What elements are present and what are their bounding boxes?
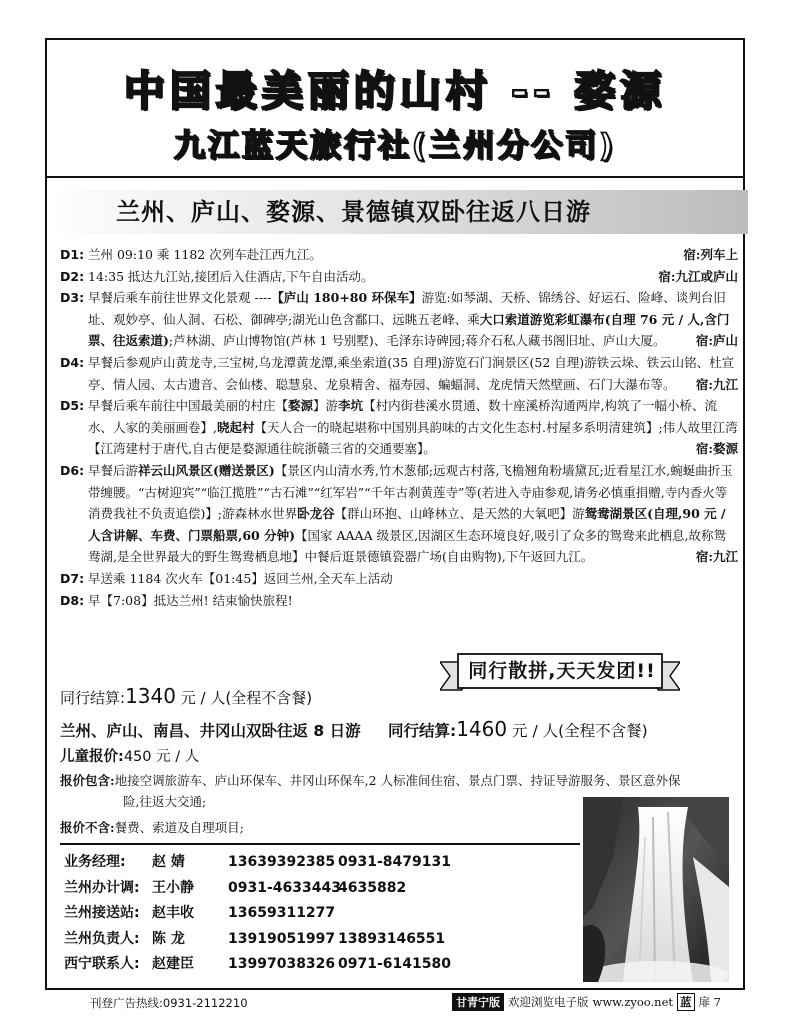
ad-hotline: 刊登广告热线:0931-2112210 — [90, 996, 248, 1010]
itinerary-day — [60, 266, 738, 288]
price-block — [60, 684, 312, 708]
itinerary-day — [60, 395, 738, 460]
day-text: 】游 — [313, 398, 339, 414]
contact-p2[interactable]: 0971-6141580 — [338, 956, 451, 972]
day-text: 【群山环抱、山峰林立、是天然的大氧吧】游 — [334, 506, 585, 522]
itinerary-day — [60, 352, 738, 395]
waterfall-photo — [583, 797, 729, 982]
site-url[interactable]: www.zyoo.net — [592, 995, 674, 1009]
day-label: D7: — [60, 570, 85, 586]
divider — [60, 843, 580, 845]
day-stay: 宿:九江 — [688, 374, 738, 396]
price-value: 1340 — [125, 684, 176, 708]
day-label: D1: — [60, 247, 85, 262]
contact-role: 兰州负责人: — [64, 930, 140, 947]
day-label: D6: — [60, 462, 85, 478]
day-text: 大口索道游览彩虹瀑布(自理 76 元 / 人,含门票、往返索道) — [88, 311, 730, 349]
day-text: 【庐山 180+80 环保车】 — [271, 290, 422, 306]
day-text: 【村内街巷溪水贯通、数十座溪桥沟通两岸,构筑了一幅小桥、流水、人家的美丽画卷】, — [88, 398, 718, 435]
day-text: 晓起村 — [216, 419, 255, 435]
day-text: 早餐后乘车前往世界文化景观 ---- — [88, 290, 272, 306]
day-label: D3: — [60, 290, 85, 306]
contact-p2[interactable]: 4635882 — [338, 879, 407, 896]
day-text: 早餐后参观庐山黄龙寺,三宝树,乌龙潭黄龙潭,乘坐索道(35 自理)游览石门涧景区(52 自理)游铁云垛、铁云山铭、杜宣亭、情人园、太古遗音、会仙楼、聪慧泉、龙泉精舍、福寿园、蝙蝠洞、龙虎情天然壁画、石门大瀑布等。 — [88, 354, 735, 392]
contact-name: 赵建臣 — [152, 956, 194, 972]
contact-row — [64, 876, 584, 902]
contact-name: 赵丰收 — [152, 905, 194, 921]
child-price — [60, 745, 199, 766]
contact-name: 赵 婧 — [152, 854, 185, 870]
second-price-value: 1460 — [456, 717, 508, 741]
page-label: 扉 7 — [698, 995, 721, 1009]
contact-role: 兰州办计调: — [64, 879, 140, 896]
child-price-label: 儿童报价: — [60, 749, 124, 765]
day-stay: 宿:列车上 — [675, 244, 738, 266]
excludes-label: 报价不含: — [60, 820, 115, 835]
day-text: 14:35 抵达九江站,接团后入住酒店,下午自由活动。 — [88, 268, 374, 284]
route-banner: 兰州、庐山、婺源、景德镇双卧往返八日游 — [58, 190, 748, 234]
price-unit: 元 / 人(全程不含餐) — [180, 689, 313, 707]
page-char: 蓝 — [677, 993, 695, 1011]
contact-row — [64, 901, 584, 927]
itinerary — [60, 244, 738, 611]
day-text: 兰州 09:10 乘 1182 次列车赴江西九江。 — [88, 247, 322, 262]
day-stay: 宿:庐山 — [688, 330, 738, 352]
second-route — [60, 717, 648, 741]
day-label: D5: — [60, 398, 85, 414]
itinerary-day — [60, 460, 738, 568]
itinerary-day — [60, 244, 738, 266]
day-text: 早餐后乘车前往中国最美丽的村庄【 — [88, 398, 289, 414]
day-text: 早送乘 1184 次火车【01:45】返回兰州,全天车上活动 — [88, 570, 393, 586]
contacts — [64, 850, 584, 978]
main-title: 中国最美丽的山村 -- 婺源 — [123, 67, 667, 115]
contact-p1[interactable]: 13639392385 — [228, 854, 336, 870]
day-text: 【景区内山清水秀,竹木葱郁;远观古村落,飞檐翘角粉墙黛瓦;近看星江水,蜿蜒曲折玉带缠腰。“古树迎宾”“临江揽胜”“古石滩”“红军岩”“千年古刹黄莲寺”等(若进入寺庙参观,请务必慎重捐赠,寺内香火等消费我社不负责追偿)】;游森林水世界 — [88, 462, 733, 522]
day-stay: 宿:婺源 — [688, 438, 738, 460]
day-stay: 宿:九江或庐山 — [650, 266, 738, 288]
day-label: D8: — [60, 592, 85, 608]
day-text: ;芦林湖、庐山博物馆(芦林 1 号别墅)、毛泽东诗碑园;蒋介石私人藏书阁旧址、庐山大厦。 — [168, 333, 666, 349]
day-text: 鸳鸯湖景区(自理,90 元 / 人含讲解、车费、门票船票,60 分钟) — [88, 506, 726, 543]
footer-info — [452, 993, 721, 1011]
excludes-text: 餐费、索道及自理项目; — [114, 820, 244, 835]
contact-row — [64, 952, 584, 978]
contact-p1[interactable]: 0931-4633443 — [228, 879, 341, 896]
day-stay: 宿:九江 — [688, 546, 738, 568]
child-price-value: 450 元 / 人 — [123, 749, 200, 765]
contact-p2[interactable]: 0931-8479131 — [338, 854, 451, 870]
ribbon-text: 同行散拼,天天发团!! — [468, 660, 656, 682]
second-price-unit: 元 / 人(全程不含餐) — [512, 722, 648, 740]
contact-role: 业务经理: — [64, 854, 126, 870]
contact-row — [64, 927, 584, 953]
contact-p1[interactable]: 13659311277 — [228, 905, 336, 921]
second-price-label: 同行结算: — [388, 722, 457, 740]
day-text: 婺源 — [288, 398, 314, 414]
day-text: 早餐后游 — [88, 462, 139, 478]
edition-badge: 甘青宁版 — [452, 993, 504, 1011]
day-text: 游览:如琴湖、天桥、锦绣谷、好运石、险峰、谈判台旧址、观妙亭、仙人洞、石松、御碑亭;湖光山色含鄱口、远眺五老峰、乘 — [88, 290, 726, 327]
second-route-title: 兰州、庐山、南昌、井冈山双卧往返 8 日游 — [60, 722, 361, 740]
day-text: 卧龙谷 — [297, 506, 335, 522]
price-label: 同行结算: — [60, 689, 126, 707]
itinerary-day — [60, 568, 738, 590]
day-text: 【国家 AAAA 级景区,因湖区生态环境良好,吸引了众多的鸳鸯来此栖息,故称鸳鸯湖,是全世界最大的野生鸳鸯栖息地】中餐后逛景德镇瓷器广场(自由购物),下午返回九江。 — [88, 527, 726, 565]
day-text: 【天人合一的晓起堪称中国别具韵味的古文化生态村.村屋多系明清建筑】;伟人故里江湾【江湾建村于唐代,自古便是婺源通往皖浙赣三省的交通要塞】。 — [88, 419, 738, 457]
contact-p2[interactable]: 13893146551 — [338, 930, 446, 947]
header — [47, 40, 743, 178]
contact-p1[interactable]: 13919051997 — [228, 930, 336, 947]
agency-title: 九江蓝天旅行社(兰州分公司) — [173, 128, 617, 164]
includes-line1: 地接空调旅游车、庐山环保车、井冈山环保车,2 人标准间住宿、景点门票、持证导游服务、景区意外保 — [114, 773, 681, 788]
day-label: D2: — [60, 268, 85, 284]
includes-line2: 险,往返大交通; — [123, 794, 207, 809]
itinerary-day — [60, 287, 738, 352]
welcome-text: 欢迎浏览电子版 — [508, 995, 589, 1009]
day-label: D4: — [60, 354, 85, 370]
day-text: 祥云山风景区(赠送景区) — [138, 462, 275, 478]
price-excludes — [60, 818, 244, 836]
contact-name: 王小静 — [152, 879, 194, 896]
itinerary-day — [60, 590, 738, 612]
day-text: 李坑 — [338, 398, 364, 414]
contact-role: 西宁联系人: — [64, 956, 140, 972]
contact-name: 陈 龙 — [152, 930, 185, 947]
includes-label: 报价包含: — [60, 773, 115, 788]
day-text: 早【7:08】抵达兰州! 结束愉快旅程! — [88, 592, 293, 608]
contact-role: 兰州接送站: — [64, 905, 140, 921]
contact-row — [64, 850, 584, 876]
contact-p1[interactable]: 13997038326 — [228, 956, 336, 972]
